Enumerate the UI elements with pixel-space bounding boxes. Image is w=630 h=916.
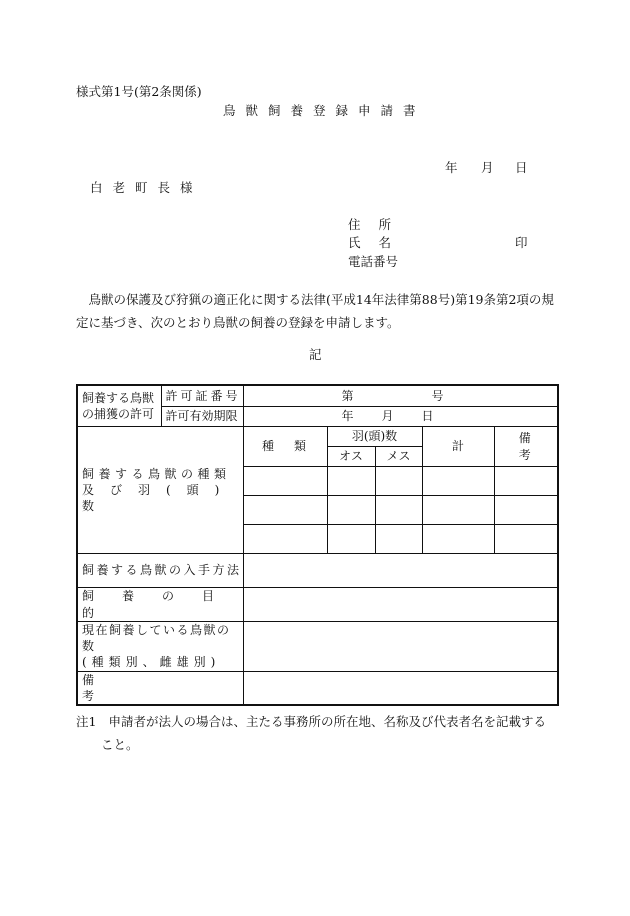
total-cell[interactable] — [422, 467, 494, 496]
date-month: 月 — [481, 160, 494, 175]
species-count-line1: 飼養する鳥獣の種類 — [82, 466, 231, 481]
total-cell[interactable] — [422, 496, 494, 525]
current-count-line2: (種類別、雌雄別) — [82, 655, 221, 670]
current-count-line1: 現在飼養している鳥獣の数 — [82, 623, 231, 654]
seal-mark: 印 — [515, 235, 528, 250]
female-cell[interactable] — [375, 496, 422, 525]
phone-label: 電話番号 — [348, 254, 399, 269]
expiry-day: 日 — [421, 409, 434, 424]
capture-permit-header — [77, 385, 161, 427]
acquisition-label: 飼養する鳥獣の入手方法 — [77, 554, 243, 588]
address-label: 住所 — [348, 217, 410, 232]
col-count: 羽(頭)数 — [327, 427, 422, 447]
name-label: 氏名 — [348, 235, 410, 250]
capture-permit-line1: 飼養する鳥獣 — [82, 390, 155, 405]
remarks-cell[interactable] — [494, 496, 558, 525]
female-cell[interactable] — [375, 467, 422, 496]
male-cell[interactable] — [327, 525, 375, 554]
permit-expiry-field[interactable] — [243, 407, 558, 427]
current-count-row — [77, 622, 558, 672]
remarks-row — [77, 671, 558, 705]
current-count-field[interactable] — [243, 622, 558, 672]
col-remarks: 備考 — [494, 427, 558, 467]
male-cell[interactable] — [327, 496, 375, 525]
species-cell[interactable] — [243, 525, 327, 554]
col-total: 計 — [422, 427, 494, 467]
application-paragraph — [76, 288, 558, 334]
note-1-label: 注1 — [76, 714, 97, 729]
species-header-row — [77, 427, 558, 447]
col-female: メス — [375, 447, 422, 467]
male-cell[interactable] — [327, 467, 375, 496]
permit-expiry-label: 許可有効期限 — [161, 407, 243, 427]
remarks-label: 備考 — [77, 671, 243, 705]
notes — [76, 710, 558, 756]
remarks-cell[interactable] — [494, 467, 558, 496]
permit-number-prefix: 第 — [341, 388, 354, 403]
purpose-label: 飼養の目的 — [77, 588, 243, 622]
female-cell[interactable] — [375, 525, 422, 554]
permit-number-row — [77, 385, 558, 407]
addressee: 白老町長様 — [90, 180, 203, 195]
total-cell[interactable] — [422, 525, 494, 554]
acquisition-field[interactable] — [243, 554, 558, 588]
permit-number-field[interactable] — [243, 385, 558, 407]
remarks-cell[interactable] — [494, 525, 558, 554]
col-species: 種類 — [243, 427, 327, 467]
purpose-field[interactable] — [243, 588, 558, 622]
species-cell[interactable] — [243, 467, 327, 496]
species-cell[interactable] — [243, 496, 327, 525]
acquisition-row — [77, 554, 558, 588]
registration-table — [76, 384, 559, 706]
species-count-line2: 及び羽(頭)数 — [82, 482, 236, 514]
form-number: 様式第1号(第2条関係) — [76, 84, 202, 99]
col-male: オス — [327, 447, 375, 467]
remarks-field[interactable] — [243, 671, 558, 705]
permit-number-label: 許可証番号 — [165, 388, 241, 403]
species-count-header — [77, 427, 243, 554]
date-day: 日 — [515, 160, 528, 175]
ki-heading: 記 — [309, 347, 322, 362]
document-title: 鳥獣飼養登録申請書 — [223, 103, 426, 118]
expiry-year: 年 — [341, 409, 354, 424]
paragraph-text: 鳥獣の保護及び狩猟の適正化に関する法律(平成14年法律第88号)第19条第2項の規定に基づき、次のとおり鳥獣の飼養の登録を申請します。 — [76, 292, 554, 330]
purpose-row — [77, 588, 558, 622]
expiry-month: 月 — [381, 409, 394, 424]
note-1 — [76, 710, 558, 756]
note-1-text: 申請者が法人の場合は、主たる事務所の所在地、名称及び代表者名を記載すること。 — [101, 714, 546, 752]
capture-permit-line2: の捕獲の許可 — [82, 407, 155, 421]
current-count-header — [77, 622, 243, 672]
permit-number-label-cell — [161, 385, 243, 407]
date-year: 年 — [445, 160, 458, 175]
permit-number-suffix: 号 — [431, 388, 444, 403]
